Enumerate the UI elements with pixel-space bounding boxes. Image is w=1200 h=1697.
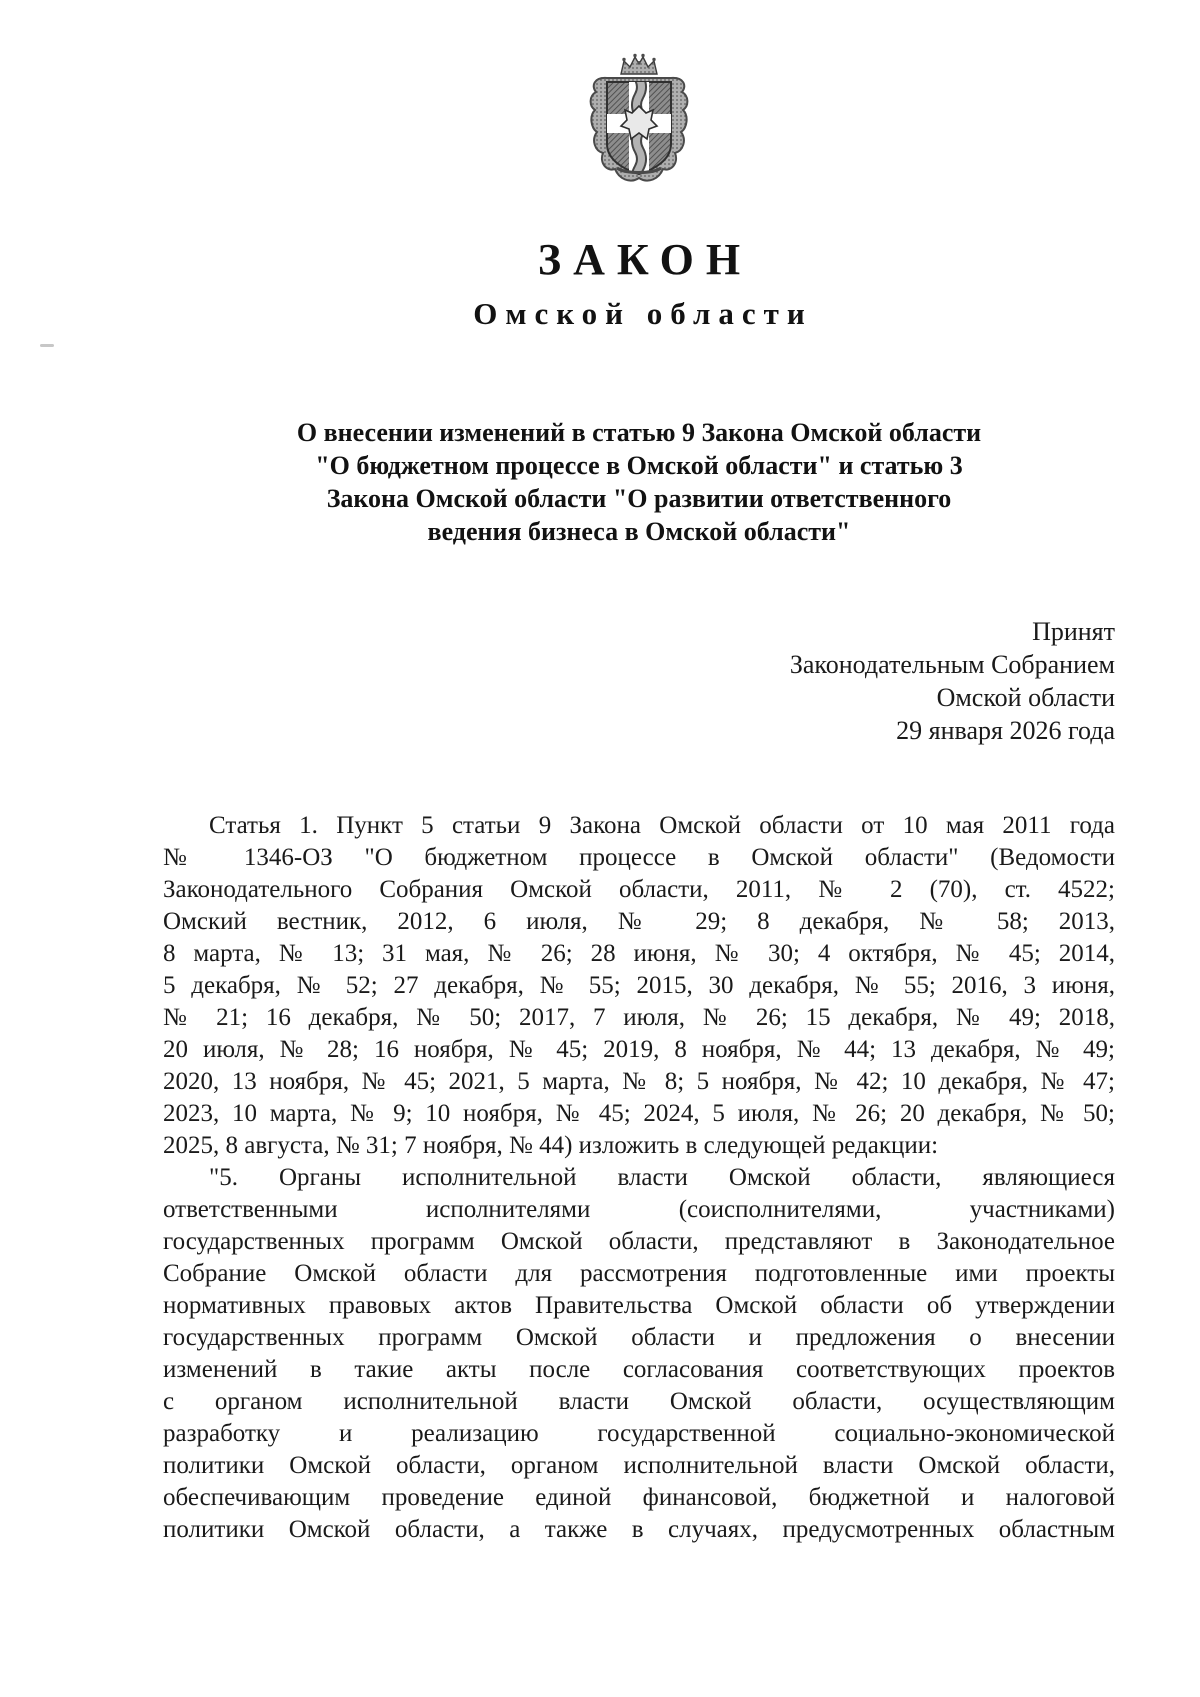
body-text-line: нормативных правовых актов Правительства Омской области об утверждении xyxy=(163,1292,1115,1319)
scan-artifact-dash xyxy=(40,344,54,347)
body-text-line: ответственными исполнителями (соисполнителями, участниками) xyxy=(163,1196,1115,1223)
document-body xyxy=(163,810,1115,1546)
body-text-line: с органом исполнительной власти Омской области, осуществляющим xyxy=(163,1388,1115,1415)
document-title xyxy=(163,416,1115,548)
body-text-line: 2023, 10 марта, № 9; 10 ноября, № 45; 2024, 5 июля, № 26; 20 декабря, № 50; xyxy=(163,1100,1115,1127)
body-text-line: государственных программ Омской области и предложения о внесении xyxy=(163,1324,1115,1351)
document-title-line: Закона Омской области "О развитии ответственного xyxy=(326,484,952,513)
body-text-line: 8 марта, № 13; 31 мая, № 26; 28 июня, № 30; 4 октября, № 45; 2014, xyxy=(163,940,1115,967)
body-text-line: разработку и реализацию государственной социально-экономической xyxy=(163,1420,1115,1447)
body-text-line: "5. Органы исполнительной власти Омской области, являющиеся xyxy=(209,1164,1115,1191)
adoption-authority: Законодательным Собранием xyxy=(789,650,1115,679)
body-text-line: Законодательного Собрания Омской области, 2011, № 2 (70), ст. 4522; xyxy=(163,876,1115,903)
adoption-block xyxy=(790,615,1115,747)
body-text-line: государственных программ Омской области, представляют в Законодательное xyxy=(163,1228,1115,1255)
body-text-line: изменений в такие акты после согласования соответствующих проектов xyxy=(163,1356,1115,1383)
body-text-line: обеспечивающим проведение единой финансовой, бюджетной и налоговой xyxy=(163,1484,1115,1511)
document-region-subtitle: Омской области xyxy=(473,296,813,331)
omsk-oblast-coat-of-arms-icon xyxy=(583,50,695,188)
adoption-status: Принят xyxy=(1032,617,1115,646)
body-text-line: Омский вестник, 2012, 6 июля, № 29; 8 декабря, № 58; 2013, xyxy=(163,908,1115,935)
adoption-date: 29 января 2026 года xyxy=(896,716,1115,745)
body-text-line: 2020, 13 ноября, № 45; 2021, 5 марта, № 8; 5 ноября, № 42; 10 декабря, № 47; xyxy=(163,1068,1115,1095)
adoption-region: Омской области xyxy=(936,683,1115,712)
body-text-line: 2025, 8 августа, № 31; 7 ноября, № 44) изложить в следующей редакции: xyxy=(163,1132,939,1159)
body-text-line: Собрание Омской области для рассмотрения подготовленные ими проекты xyxy=(163,1260,1115,1287)
body-text-line: политики Омской области, а также в случаях, предусмотренных областным xyxy=(163,1516,1115,1543)
body-text-line: 5 декабря, № 52; 27 декабря, № 55; 2015, 30 декабря, № 55; 2016, 3 июня, xyxy=(163,972,1115,999)
document-type-title: ЗАКОН xyxy=(537,235,753,284)
amended-clause-paragraph xyxy=(163,1162,1115,1546)
document-title-line: ведения бизнеса в Омской области" xyxy=(427,517,851,546)
body-text-line: Статья 1. Пункт 5 статьи 9 Закона Омской области от 10 мая 2011 года xyxy=(209,812,1115,839)
body-text-line: № 1346-ОЗ "О бюджетном процессе в Омской области" (Ведомости xyxy=(163,844,1115,871)
body-text-line: политики Омской области, органом исполнительной власти Омской области, xyxy=(163,1452,1115,1479)
body-text-line: № 21; 16 декабря, № 50; 2017, 7 июля, № 26; 15 декабря, № 49; 2018, xyxy=(163,1004,1115,1031)
document-title-line: О внесении изменений в статью 9 Закона Омской области xyxy=(296,418,982,447)
article-1-paragraph xyxy=(163,810,1115,1162)
document-title-line: "О бюджетном процессе в Омской области" и статью 3 xyxy=(315,451,963,480)
body-text-line: 20 июля, № 28; 16 ноября, № 45; 2019, 8 ноября, № 44; 13 декабря, № 49; xyxy=(163,1036,1115,1063)
